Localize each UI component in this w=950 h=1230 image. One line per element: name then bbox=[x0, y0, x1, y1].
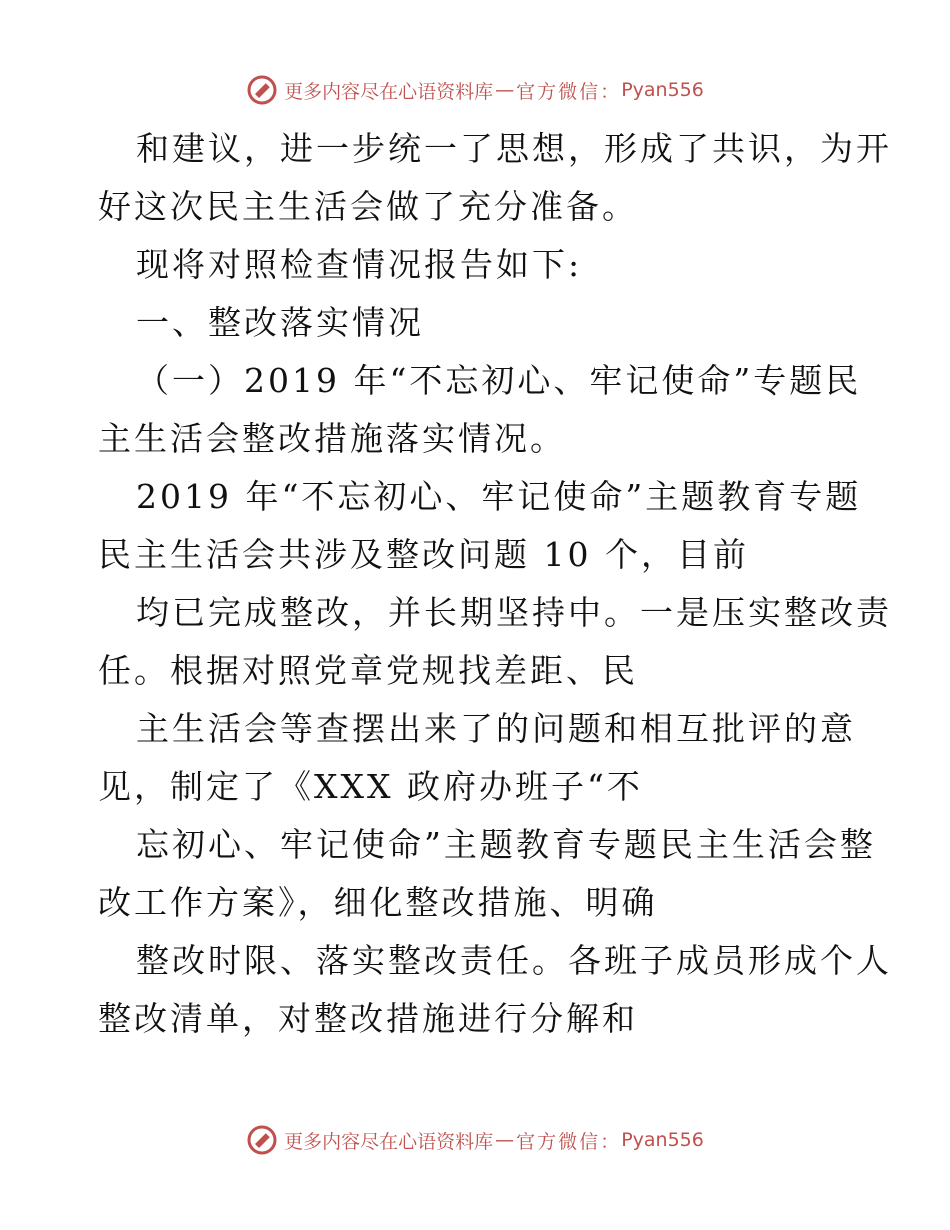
body-line: 好这次民主生活会做了充分准备。 bbox=[98, 187, 638, 226]
stamp-logo-icon bbox=[246, 1124, 278, 1156]
body-line: 整改清单，对整改措施进行分解和 bbox=[98, 999, 638, 1038]
watermark-wechat-id: Pyan556 bbox=[621, 1129, 704, 1151]
watermark-separator: — bbox=[495, 1129, 515, 1151]
watermark-separator: — bbox=[495, 79, 515, 101]
watermark-text: 更多内容尽在心语资料库 bbox=[284, 1130, 494, 1153]
watermark-wechat-label: 官方微信： bbox=[516, 80, 622, 103]
body-line: 忘初心、牢记使命”主题教育专题民主生活会整 bbox=[136, 825, 876, 864]
body-line: 现将对照检查情况报告如下: bbox=[136, 245, 583, 284]
body-line: 改工作方案》，细化整改措施、明确 bbox=[98, 883, 658, 922]
section-heading: 一、整改落实情况 bbox=[136, 303, 424, 342]
body-line: 主生活会等查摆出来了的问题和相互批评的意 bbox=[136, 709, 856, 748]
watermark-wechat-id: Pyan556 bbox=[621, 79, 704, 101]
body-line: 民主生活会共涉及整改问题 10 个，目前 bbox=[98, 535, 749, 574]
body-line: 见，制定了《XXX 政府办班子“不 bbox=[98, 767, 643, 806]
stamp-logo-icon bbox=[246, 74, 278, 106]
body-line: 整改时限、落实整改责任。各班子成员形成个人 bbox=[136, 941, 892, 980]
body-line: 任。根据对照党章党规找差距、民 bbox=[98, 651, 638, 690]
header-watermark bbox=[0, 72, 950, 108]
document-body bbox=[98, 120, 892, 1048]
body-line: 2019 年“不忘初心、牢记使命”主题教育专题 bbox=[136, 477, 862, 516]
body-line: 和建议，进一步统一了思想，形成了共识，为开 bbox=[136, 129, 892, 168]
subsection-heading: （一）2019 年“不忘初心、牢记使命”专题民 bbox=[136, 361, 862, 400]
body-line: 均已完成整改，并长期坚持中。一是压实整改责 bbox=[136, 593, 892, 632]
subsection-heading-cont: 主生活会整改措施落实情况。 bbox=[98, 419, 566, 458]
watermark-wechat-label: 官方微信： bbox=[516, 1130, 622, 1153]
footer-watermark bbox=[0, 1122, 950, 1158]
watermark-text: 更多内容尽在心语资料库 bbox=[284, 80, 494, 103]
